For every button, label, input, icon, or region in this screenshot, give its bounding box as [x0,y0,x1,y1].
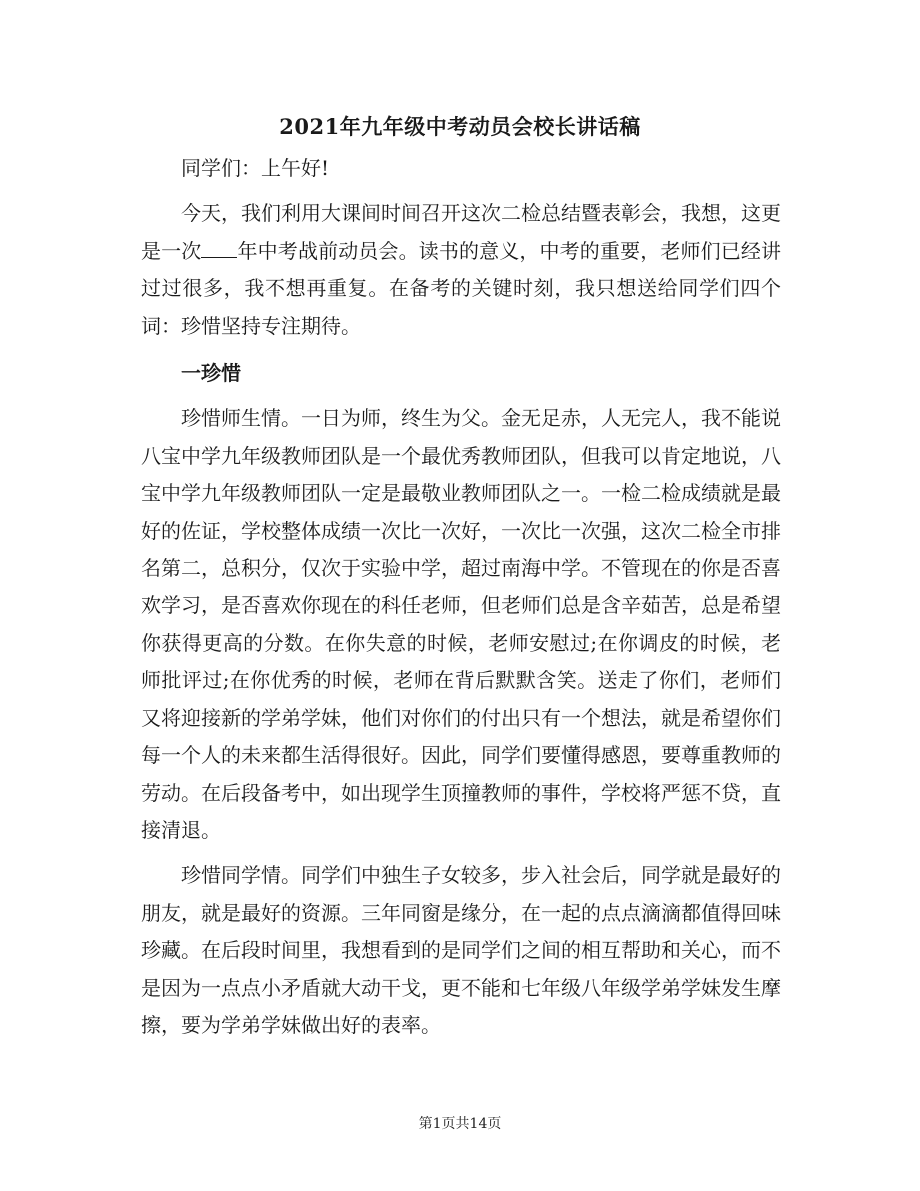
intro-paragraph [141,195,781,345]
fill-in-blank [201,257,237,258]
document-body [141,150,781,1044]
intro-text-before-blank: 今天，我们利用大课间时间召开这次二检总结暨表彰会，我想，这更是一次 [141,201,781,263]
body-paragraph: 珍惜同学情。同学们中独生子女较多，步入社会后，同学就是最好的朋友，就是最好的资源。三年同窗是缘分，在一起的点点滴滴都值得回味珍藏。在后段时间里，我想看到的是同学们之间的相互帮助和关心，而不是因为一点点小矛盾就大动干戈，更不能和七年级八年级学弟学妹发生摩擦，要为学弟学妹做出好的表率。 [141,863,781,1037]
section-heading: 一珍惜 [181,361,241,386]
intro-text-after-blank: 年中考战前动员会。读书的意义，中考的重要，老师们已经讲过过很多，我不想再重复。在备考的关键时刻，我只想送给同学们四个词：珍惜坚持专注期待。 [141,238,782,338]
body-paragraph: 珍惜师生情。一日为师，终生为父。金无足赤，人无完人，我不能说八宝中学九年级教师团队是一个最优秀教师团队，但我可以肯定地说，八宝中学九年级教师团队一定是最敬业教师团队之一。一检二检成绩就是最好的佐证，学校整体成绩一次比一次好，一次比一次强，这次二检全市排名第二，总积分，仅次于实验中学，超过南海中学。不管现在的你是否喜欢学习，是否喜欢你现在的科任老师，但老师们总是含辛茹苦，总是希望你获得更高的分数。在你失意的时候，老师安慰过;在你调皮的时候，老师批评过;在你优秀的时候，老师在背后默默含笑。送走了你们，老师们又将迎接新的学弟学妹，他们对你们的付出只有一个想法，就是希望你们每一个人的未来都生活得很好。因此，同学们要懂得感恩，要尊重教师的劳动。在后段备考中，如出现学生顶撞教师的事件，学校将严惩不贷，直接清退。 [141,406,781,842]
greeting-paragraph: 同学们：上午好! [181,156,330,180]
document-title: 2021年九年级中考动员会校长讲话稿 [279,114,641,139]
page-number-footer: 第1页共14页 [418,1116,502,1132]
